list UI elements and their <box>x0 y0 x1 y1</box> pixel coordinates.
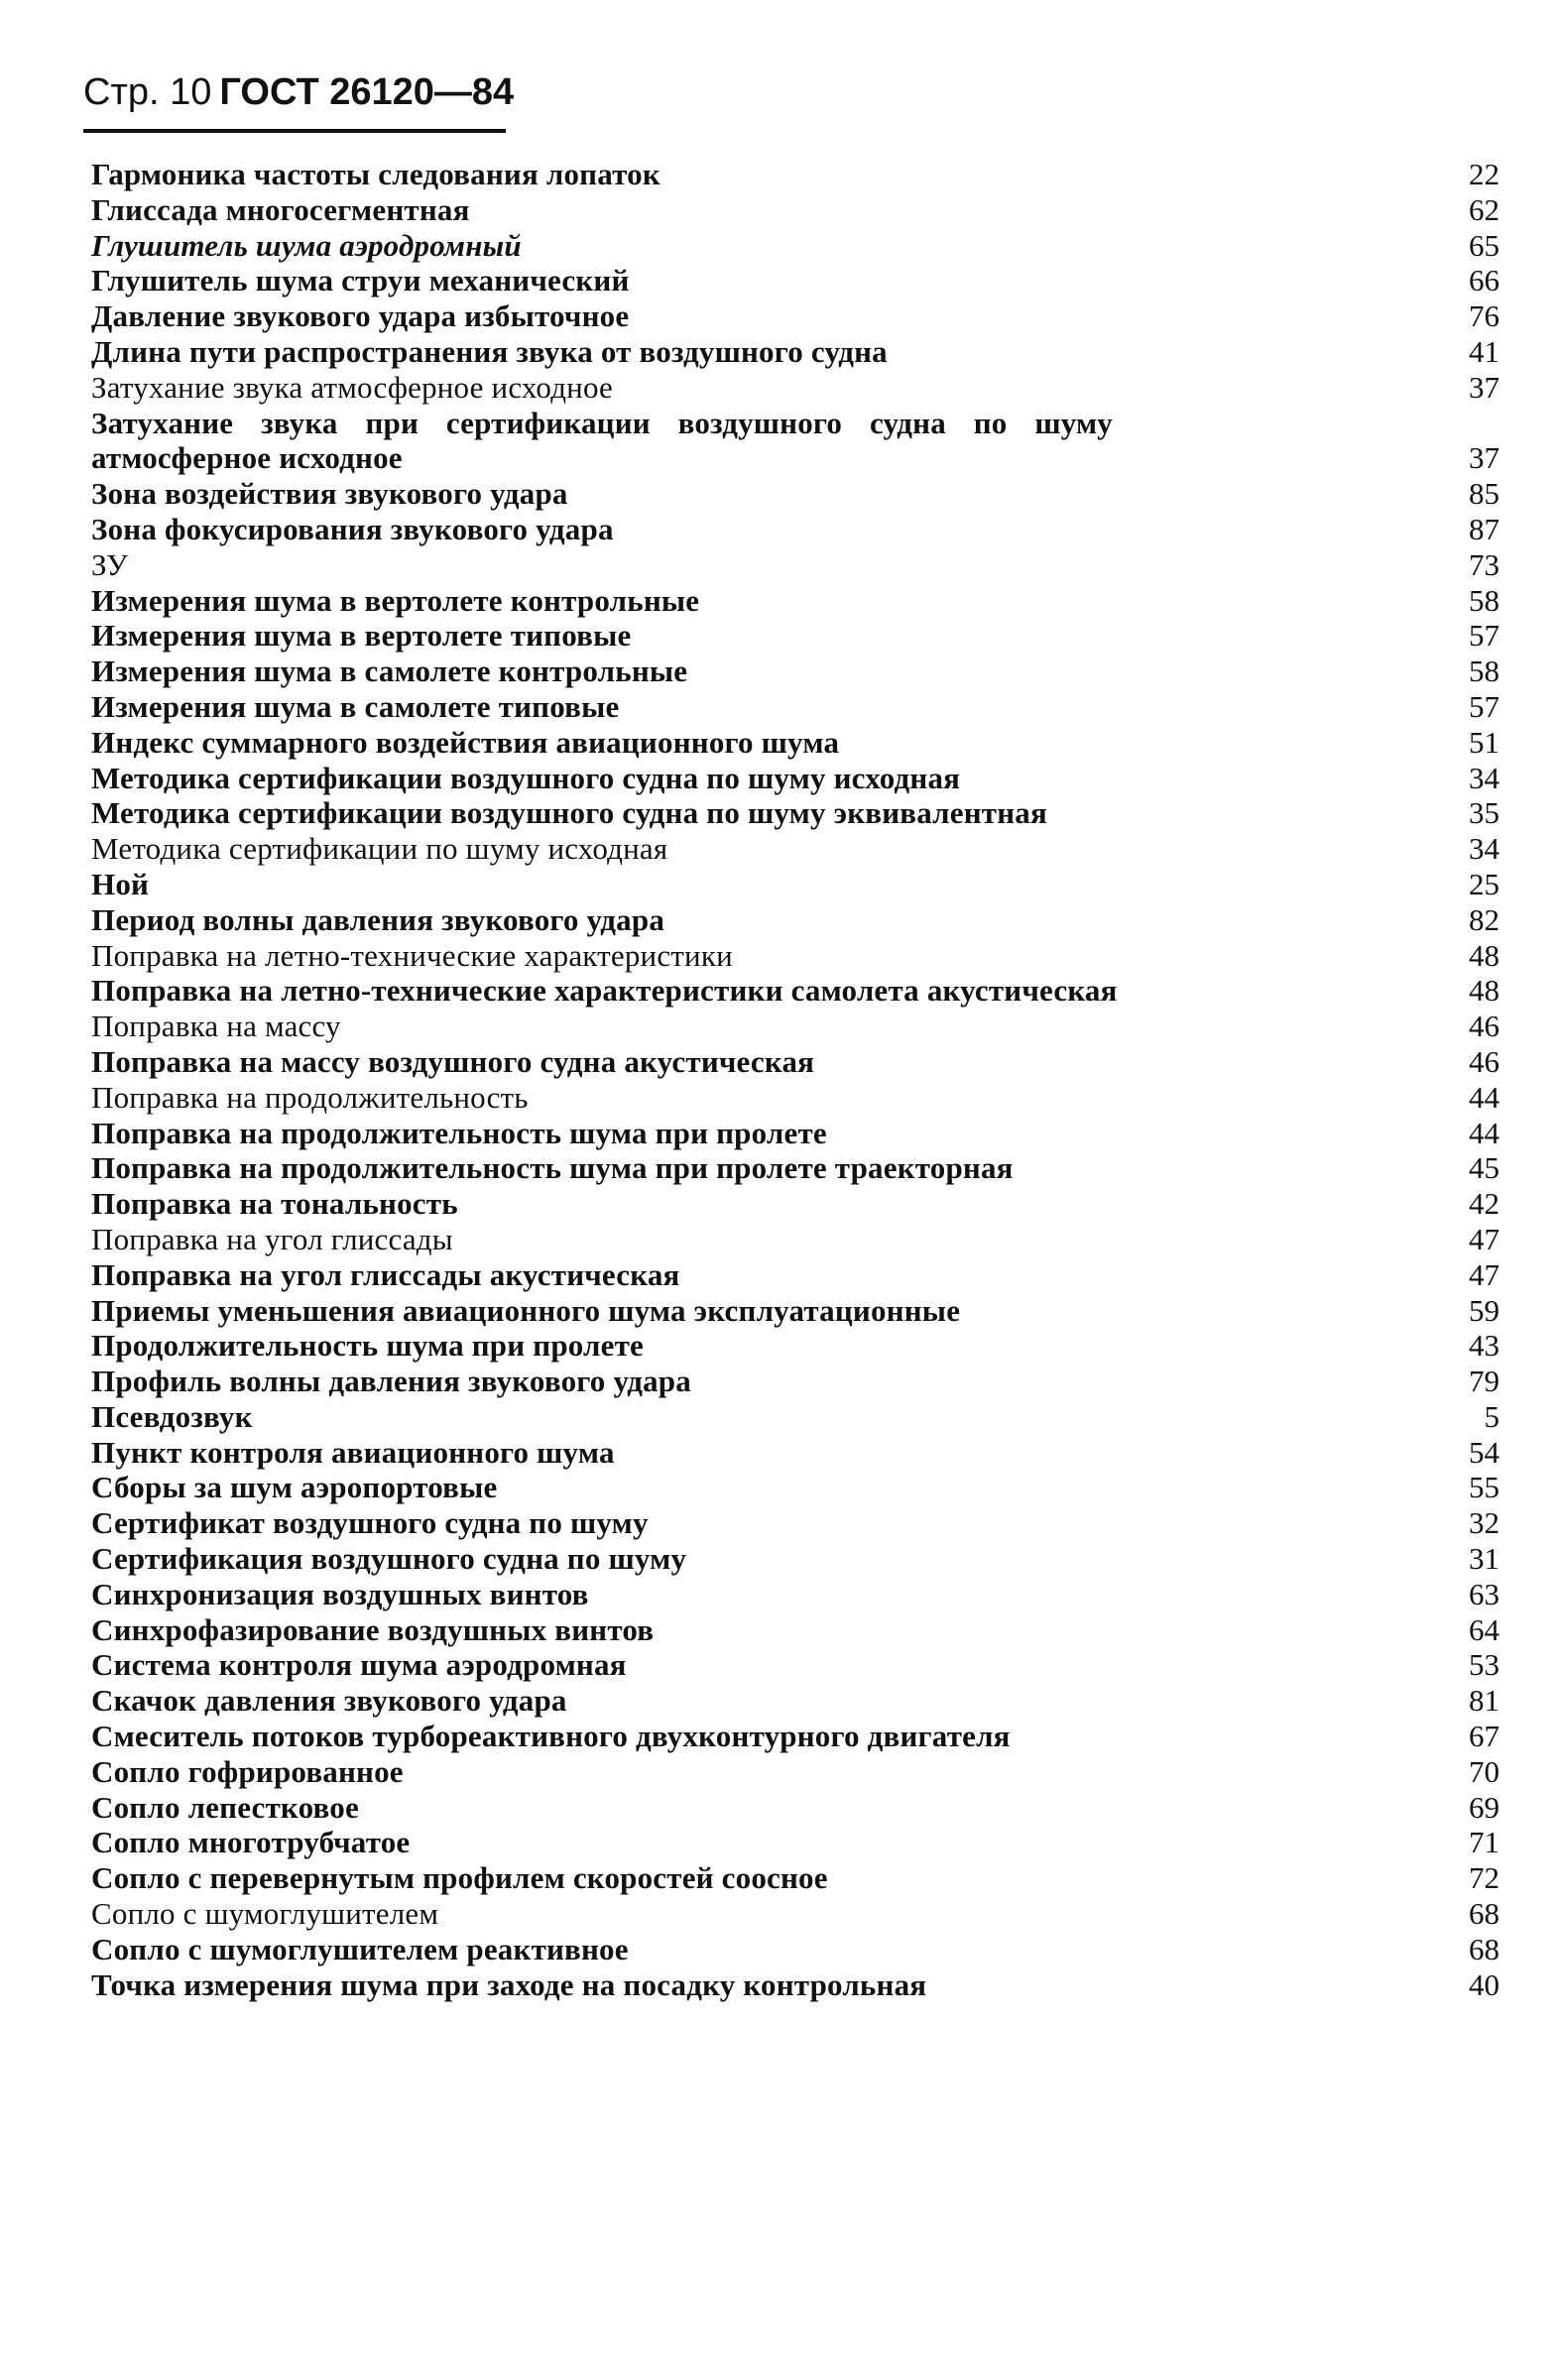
index-page-number: 71 <box>1469 1825 1500 1860</box>
index-page-number: 48 <box>1469 937 1500 973</box>
index-page-number: 85 <box>1469 476 1500 512</box>
index-entry <box>91 1186 1500 1222</box>
index-entry <box>91 1009 1500 1044</box>
index-term: Сопло лепестковое <box>91 1789 359 1825</box>
index-term: Гармоника частоты следования лопаток <box>91 157 660 191</box>
index-page-number: 53 <box>1469 1647 1500 1683</box>
index-term: Поправка на продолжительность шума при пролете <box>91 1115 827 1150</box>
standard-designation: ГОСТ 26120—84 <box>219 71 515 113</box>
index-page-number: 87 <box>1469 511 1500 546</box>
index-entry <box>91 370 1500 406</box>
index-term: Скачок давления звукового удара <box>91 1683 567 1719</box>
index-page-number: 57 <box>1469 688 1500 724</box>
index-term: ЗУ <box>91 546 129 582</box>
index-entry <box>91 1116 1500 1151</box>
index-term: Индекс суммарного воздействия авиационного шума <box>91 724 840 760</box>
term-index-list <box>91 157 1500 2002</box>
index-term: Сертификация воздушного судна по шуму <box>91 1541 687 1577</box>
index-page-number: 46 <box>1469 1043 1500 1079</box>
index-term: Сопло гофрированное <box>91 1753 404 1789</box>
index-entry <box>91 406 1500 477</box>
index-term: Сертификат воздушного судна по шуму <box>91 1505 649 1541</box>
index-entry <box>91 1719 1500 1754</box>
index-page-number: 46 <box>1469 1009 1500 1044</box>
index-entry <box>91 1293 1500 1329</box>
index-entry <box>91 1364 1500 1399</box>
index-page-number: 73 <box>1469 546 1500 582</box>
index-term: Синхронизация воздушных винтов <box>91 1576 589 1611</box>
index-entry <box>91 761 1500 796</box>
index-page-number: 66 <box>1469 263 1500 298</box>
index-entry <box>91 1541 1500 1577</box>
index-entry <box>91 1470 1500 1505</box>
index-page-number: 40 <box>1469 1966 1500 2002</box>
index-page-number: 34 <box>1469 760 1500 795</box>
index-entry <box>91 1399 1500 1435</box>
index-entry <box>91 1257 1500 1293</box>
index-term: Методика сертификации по шуму исходная <box>91 831 668 867</box>
index-entry <box>91 228 1500 264</box>
index-term: Глиссада многосегментная <box>91 191 470 227</box>
index-page-number: 58 <box>1469 582 1500 618</box>
index-page-number: 47 <box>1469 1221 1500 1256</box>
index-page-number: 68 <box>1469 1931 1500 1966</box>
index-term: Методика сертификации воздушного судна по шуму эквивалентная <box>91 795 1047 831</box>
header-rule <box>83 129 506 133</box>
index-entry <box>91 547 1500 583</box>
index-term: Поправка на массу <box>91 1009 341 1044</box>
index-entry <box>91 973 1500 1009</box>
index-entry <box>91 1612 1500 1648</box>
index-entry <box>91 334 1500 370</box>
index-entry <box>91 1577 1500 1612</box>
index-page-number: 37 <box>1469 369 1500 405</box>
index-entry <box>91 298 1500 334</box>
index-term: Поправка на угол глиссады акустическая <box>91 1256 680 1292</box>
index-page-number: 48 <box>1469 973 1500 1009</box>
index-term: Поправка на продолжительность <box>91 1079 529 1115</box>
index-page-number: 62 <box>1469 191 1500 227</box>
index-term: Глушитель шума струи механический <box>91 263 630 298</box>
index-page-number: 43 <box>1469 1328 1500 1364</box>
index-entry <box>91 1080 1500 1116</box>
index-page-number: 63 <box>1469 1576 1500 1611</box>
index-page-number: 76 <box>1469 298 1500 334</box>
index-page-number: 58 <box>1469 654 1500 689</box>
index-term: Затухание звука атмосферное исходное <box>91 369 614 405</box>
index-page-number: 54 <box>1469 1434 1500 1470</box>
index-term: Поправка на летно-технические характеристики <box>91 937 733 973</box>
index-term: Давление звукового удара избыточное <box>91 298 630 334</box>
index-entry <box>91 1860 1500 1896</box>
index-entry <box>91 725 1500 761</box>
index-entry <box>91 1683 1500 1719</box>
index-term: Синхрофазирование воздушных винтов <box>91 1611 655 1647</box>
index-page-number: 35 <box>1469 795 1500 831</box>
index-entry <box>91 157 1500 192</box>
index-page-number: 25 <box>1469 866 1500 901</box>
index-page-number: 72 <box>1469 1860 1500 1896</box>
index-page-number: 79 <box>1469 1364 1500 1399</box>
index-entry <box>91 795 1500 831</box>
index-term: Смеситель потоков турбореактивного двухконтурного двигателя <box>91 1719 1011 1754</box>
index-page-number: 55 <box>1469 1470 1500 1505</box>
index-page-number: 34 <box>1469 831 1500 867</box>
index-entry <box>91 1896 1500 1932</box>
index-entry <box>91 1222 1500 1257</box>
index-page-number: 5 <box>1484 1398 1500 1434</box>
index-term: Поправка на продолжительность шума при пролете траекторная <box>91 1150 1014 1186</box>
index-entry <box>91 1647 1500 1683</box>
index-page-number: 68 <box>1469 1896 1500 1932</box>
index-term: Измерения шума в самолете типовые <box>91 688 620 724</box>
index-page-number: 70 <box>1469 1753 1500 1789</box>
index-page-number: 57 <box>1469 618 1500 654</box>
index-entry <box>91 583 1500 619</box>
index-term: Приемы уменьшения авиационного шума эксплуатационные <box>91 1292 961 1328</box>
index-page-number: 51 <box>1469 724 1500 760</box>
index-page-number: 44 <box>1469 1079 1500 1115</box>
index-page-number: 37 <box>1469 440 1500 476</box>
index-term: Профиль волны давления звукового удара <box>91 1364 691 1399</box>
index-term: Методика сертификации воздушного судна по шуму исходная <box>91 760 961 795</box>
index-term: Поправка на массу воздушного судна акустическая <box>91 1043 815 1079</box>
index-entry <box>91 867 1500 902</box>
index-page-number: 81 <box>1469 1683 1500 1719</box>
index-entry <box>91 1505 1500 1541</box>
index-entry <box>91 689 1500 725</box>
index-term: Измерения шума в самолете контрольные <box>91 654 688 689</box>
index-term: Продолжительность шума при пролете <box>91 1328 644 1364</box>
index-term: Поправка на угол глиссады <box>91 1221 453 1256</box>
page-header <box>83 73 514 111</box>
index-entry <box>91 654 1500 689</box>
index-page-number: 44 <box>1469 1115 1500 1150</box>
index-term: Сопло многотрубчатое <box>91 1825 411 1860</box>
index-entry <box>91 1967 1500 2003</box>
index-entry <box>91 1790 1500 1826</box>
index-term: Поправка на тональность <box>91 1186 458 1222</box>
index-page-number: 45 <box>1469 1150 1500 1186</box>
index-entry <box>91 902 1500 938</box>
index-entry <box>91 192 1500 228</box>
index-page-number: 42 <box>1469 1186 1500 1222</box>
index-page-number: 22 <box>1469 157 1500 191</box>
index-entry <box>91 263 1500 298</box>
index-entry <box>91 831 1500 867</box>
index-page-number: 65 <box>1469 227 1500 263</box>
index-page-number: 31 <box>1469 1541 1500 1577</box>
index-term: Глушитель шума аэродромный <box>91 227 522 263</box>
index-term: Измерения шума в вертолете контрольные <box>91 582 700 618</box>
index-page-number: 32 <box>1469 1505 1500 1541</box>
index-term: Ной <box>91 866 150 901</box>
index-page-number: 67 <box>1469 1719 1500 1754</box>
index-term: Длина пути распространения звука от воздушного судна <box>91 333 888 369</box>
index-term: Зона воздействия звукового удара <box>91 476 568 512</box>
index-entry <box>91 1150 1500 1186</box>
index-term: Зона фокусирования звукового удара <box>91 511 614 546</box>
index-entry <box>91 938 1500 974</box>
index-entry <box>91 618 1500 654</box>
index-term: Псевдозвук <box>91 1398 253 1434</box>
index-term: Измерения шума в вертолете типовые <box>91 618 632 654</box>
index-page-number: 69 <box>1469 1789 1500 1825</box>
index-entry <box>91 1754 1500 1790</box>
index-entry <box>91 1932 1500 1967</box>
index-term: Точка измерения шума при заходе на посадку контрольная <box>91 1966 927 2002</box>
index-page-number: 82 <box>1469 901 1500 937</box>
page-number-label: Стр. 10 <box>83 71 212 113</box>
index-entry <box>91 1328 1500 1364</box>
index-page-number: 59 <box>1469 1292 1500 1328</box>
index-term: Пункт контроля авиационного шума <box>91 1434 615 1470</box>
index-term: Затухание звука при сертификации воздушного судна по шуму атмосферное исходное <box>91 405 1113 476</box>
index-entry <box>91 1044 1500 1080</box>
index-entry <box>91 476 1500 512</box>
index-page-number: 41 <box>1469 333 1500 369</box>
index-entry <box>91 512 1500 547</box>
index-term: Период волны давления звукового удара <box>91 901 665 937</box>
index-term: Поправка на летно-технические характеристики самолета акустическая <box>91 973 1118 1009</box>
index-entry <box>91 1825 1500 1860</box>
index-entry <box>91 1435 1500 1471</box>
index-page-number: 64 <box>1469 1611 1500 1647</box>
index-term: Сопло с перевернутым профилем скоростей соосное <box>91 1860 828 1896</box>
index-term: Сопло с шумоглушителем <box>91 1896 439 1932</box>
index-term: Система контроля шума аэродромная <box>91 1647 627 1683</box>
index-page-number: 47 <box>1469 1256 1500 1292</box>
index-term: Сборы за шум аэропортовые <box>91 1470 498 1505</box>
index-term: Сопло с шумоглушителем реактивное <box>91 1931 629 1966</box>
